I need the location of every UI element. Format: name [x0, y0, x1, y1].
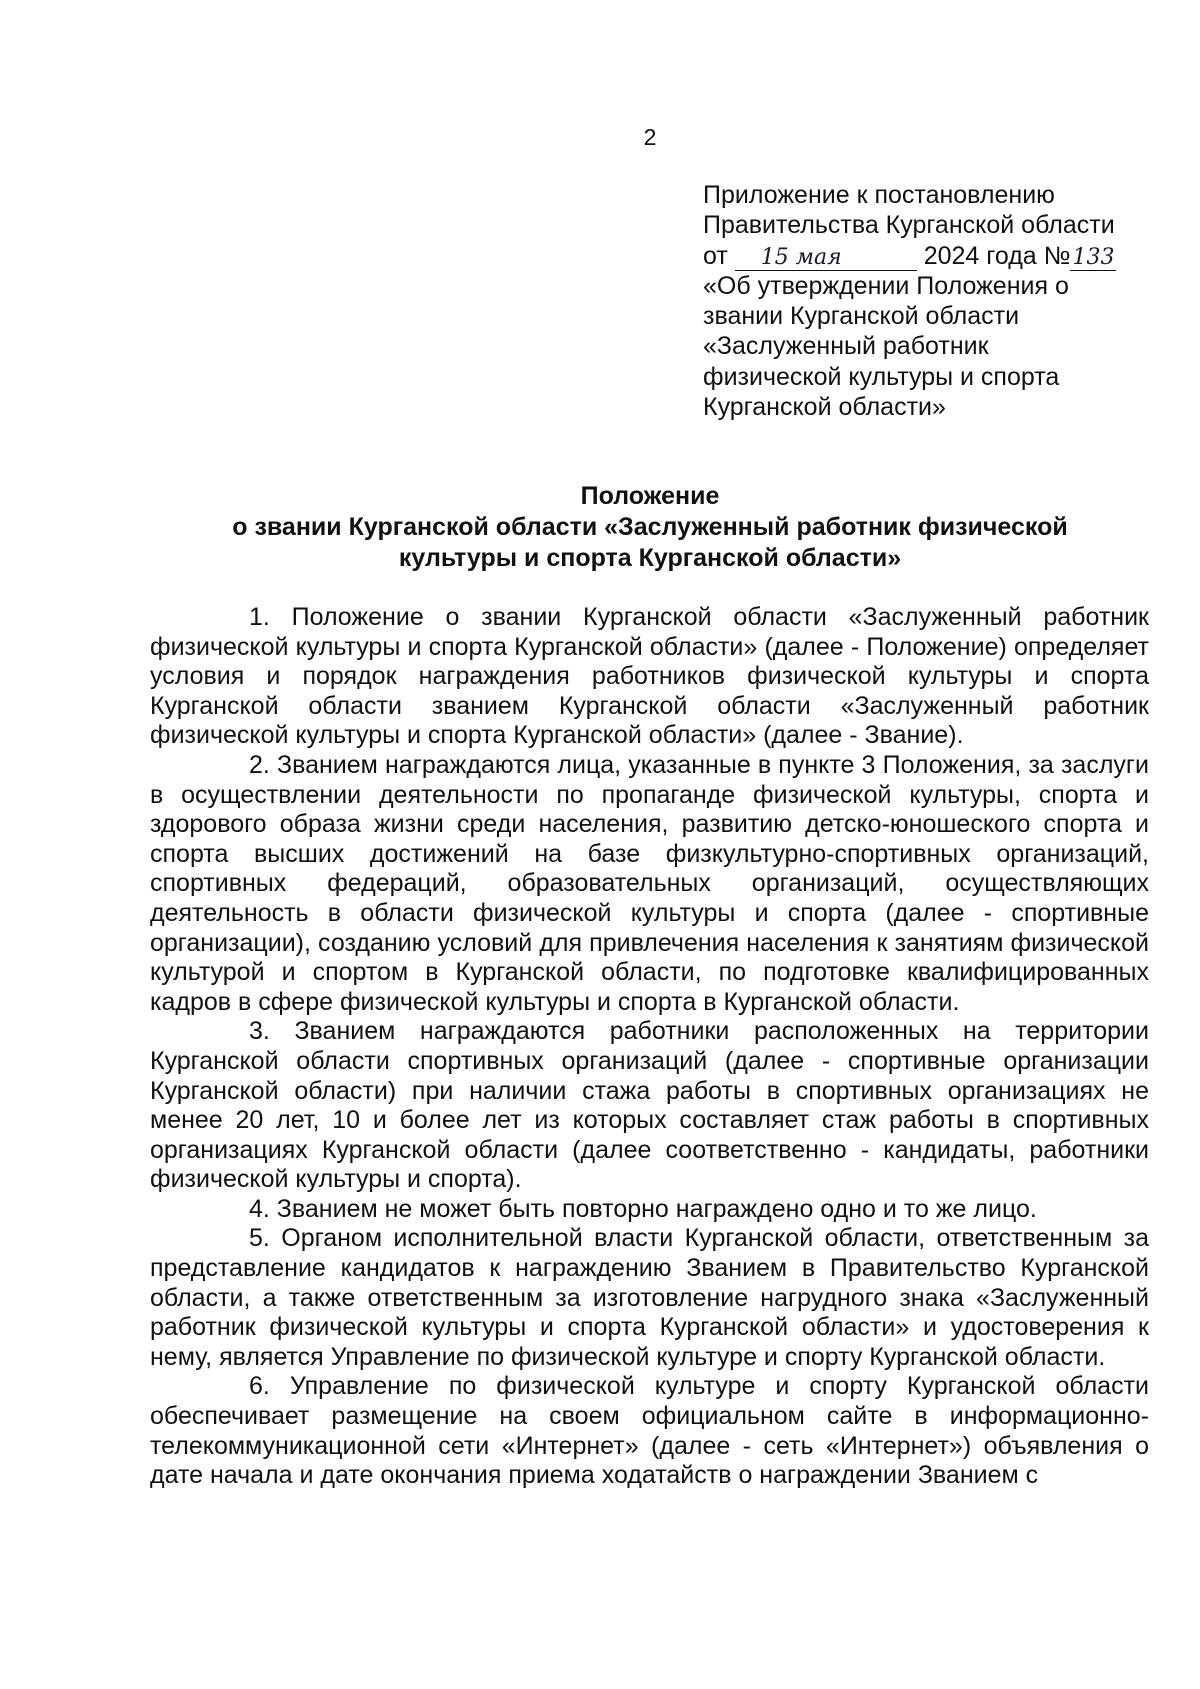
title-line: Положение: [580, 482, 720, 510]
paragraph-5: 5. Органом исполнительной власти Курганской области, ответственным за представление кандидатов к награждению Званием в Правительство Курганской области, а также ответственным за изготовление нагрудного знака «Заслуженный работник физической культуры и спорта Курганской области» и удостоверения к нему, является Управление по физической культуре и спорту Курганской области.: [150, 1224, 1149, 1371]
paragraph-2: 2. Званием награждаются лица, указанные в пункте 3 Положения, за заслуги в осуществлении деятельности по пропаганде физической культуры, спорта и здорового образа жизни среди населения, развитию детско-юношеского спорта и спорта высших достижений на базе физкультурно-спортивных организаций, спортивных федераций, образовательных организаций, осуществляющих деятельность в области физической культуры и спорта (далее - спортивные организации), созданию условий для привлечения населения к занятиям физической культурой и спортом в Курганской области, по подготовке квалифицированных кадров в сфере физической культуры и спорта в Курганской области.: [150, 750, 1149, 1016]
appendix-line: Курганской области»: [703, 393, 946, 422]
appendix-line: физической культуры и спорта: [703, 362, 1060, 391]
year-text: 2024 года №: [923, 241, 1071, 270]
paragraph-4: 4. Званием не может быть повторно награждено одно и то же лицо.: [249, 1194, 1037, 1223]
title-line: о звании Курганской области «Заслуженный работник физической: [232, 513, 1068, 541]
date-prefix: от: [703, 241, 728, 270]
appendix-line: звании Курганской области: [703, 302, 1020, 331]
title-line: культуры и спорта Курганской области»: [398, 544, 902, 572]
appendix-date-line: [703, 241, 1163, 271]
paragraph-1: 1. Положение о звании Курганской области «Заслуженный работник физической культуры и спорта Курганской области» (далее - Положение) определяет условия и порядок награждения работников физической культуры и спорта Курганской области званием Курганской области «Заслуженный работник физической культуры и спорта Курганской области» (далее - Звание).: [150, 603, 1149, 750]
paragraph-3: 3. Званием награждаются работники расположенных на территории Курганской области спортивных организаций (далее - спортивные организации Курганской области) при наличии стажа работы в спортивных организациях не менее 20 лет, 10 и более лет из которых составляет стаж работы в спортивных организациях Курганской области (далее соответственно - кандидаты, работники физической культуры и спорта).: [150, 1017, 1149, 1194]
page-number: 2: [643, 124, 657, 150]
appendix-block: [703, 180, 1163, 422]
handwritten-date-text: 15 мая: [760, 244, 842, 270]
appendix-line: «Об утверждении Положения о: [703, 271, 1069, 300]
appendix-line: «Заслуженный работник: [703, 332, 989, 361]
document-title: [150, 481, 1150, 574]
paragraph-6: 6. Управление по физической культуре и спорту Курганской области обеспечивает размещение на своем официальном сайте в информационно-телекоммуникационной сети «Интернет» (далее - сеть «Интернет») объявления о дате начала и дате окончания приема ходатайств о награждении Званием с: [150, 1372, 1149, 1490]
handwritten-number: 133: [1072, 244, 1115, 270]
document-body: [150, 603, 1149, 1491]
appendix-line: Правительства Курганской области: [703, 211, 1115, 240]
appendix-line: Приложение к постановлению: [703, 181, 1055, 209]
handwritten-date: [735, 246, 917, 271]
